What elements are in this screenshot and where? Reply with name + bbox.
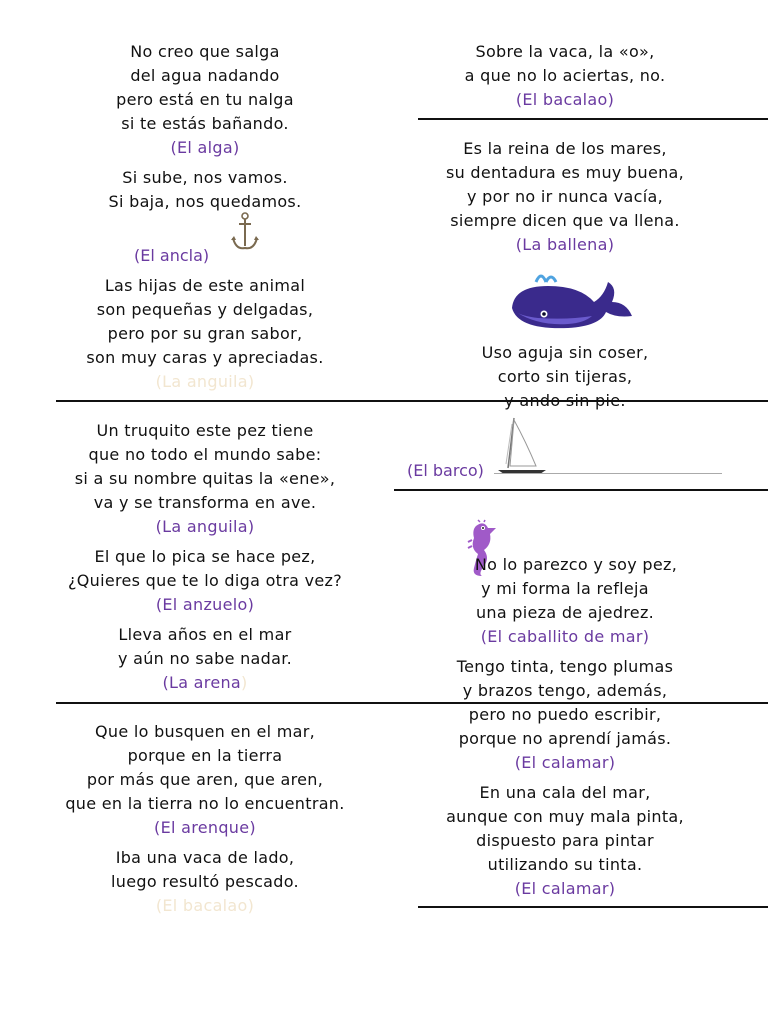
- riddle-answer: (El bacalao): [155, 896, 255, 915]
- riddle-line: pero no puedo escribir,: [468, 705, 662, 724]
- riddle-barco: [400, 341, 730, 413]
- riddle-arena: [40, 623, 370, 695]
- riddle-line: Uso aguja sin coser,: [481, 343, 649, 362]
- riddle-answer: (El ancla): [134, 246, 210, 265]
- riddle-line: pero por su gran sabor,: [107, 324, 303, 343]
- riddle-line: su dentadura es muy buena,: [445, 163, 685, 182]
- riddle-line: aunque con muy mala pinta,: [446, 807, 684, 826]
- riddle-line: va y se transforma en ave.: [93, 493, 317, 512]
- riddle-line: siempre dicen que va llena.: [450, 211, 680, 230]
- section-divider: [394, 489, 768, 491]
- riddle-arenque: [40, 720, 370, 840]
- riddle-line: Las hijas de este animal: [104, 276, 306, 295]
- whale-icon: [508, 268, 634, 334]
- riddle-line: Si baja, nos quedamos.: [108, 192, 302, 211]
- riddle-line: una pieza de ajedrez.: [475, 603, 655, 622]
- riddle-answer: (El bacalao): [515, 90, 615, 109]
- riddle-answer: (La arena: [162, 673, 242, 692]
- water-line: [494, 473, 722, 474]
- riddle-angula: [40, 274, 370, 394]
- riddle-anzuelo: [40, 545, 370, 617]
- riddle-answer-wrap: [40, 671, 370, 695]
- riddle-line: Un truquito este pez tiene: [96, 421, 314, 440]
- riddle-line: utilizando su tinta.: [487, 855, 643, 874]
- riddle-answer: (El barco): [407, 461, 484, 480]
- riddle-line: si a su nombre quitas la «ene»,: [74, 469, 336, 488]
- riddle-line: ¿Quieres que te lo diga otra vez?: [67, 571, 343, 590]
- riddle-anguila: [40, 419, 370, 539]
- riddle-line: Lleva años en el mar: [118, 625, 292, 644]
- riddle-ballena: [400, 137, 730, 257]
- riddle-answer-tail: ): [241, 673, 248, 692]
- riddle-line: porque en la tierra: [127, 746, 283, 765]
- riddle-calamar-2: [400, 781, 730, 901]
- riddle-line: que en la tierra no lo encuentran.: [65, 794, 345, 813]
- riddle-answer: (El caballito de mar): [480, 627, 650, 646]
- riddle-line: porque no aprendí jamás.: [458, 729, 672, 748]
- riddle-alga: [40, 40, 370, 160]
- riddle-bacalao-2: [400, 40, 730, 112]
- riddle-line: que no todo el mundo sabe:: [88, 445, 322, 464]
- riddle-line: luego resultó pescado.: [111, 872, 299, 891]
- anchor-icon: [230, 212, 260, 254]
- riddle-line: Tengo tinta, tengo plumas: [456, 657, 674, 676]
- riddle-line: y ando sin pie.: [504, 391, 626, 410]
- riddle-line: El que lo pica se hace pez,: [94, 547, 316, 566]
- riddle-answer: (La anguila): [155, 372, 255, 391]
- riddle-line: Sobre la vaca, la «o»,: [475, 42, 655, 61]
- riddle-line: Es la reina de los mares,: [463, 139, 667, 158]
- riddle-line: y brazos tengo, además,: [462, 681, 668, 700]
- riddle-line: y mi forma la refleja: [481, 579, 649, 598]
- riddle-line: por más que aren, que aren,: [86, 770, 324, 789]
- riddle-line: si te estás bañando.: [121, 114, 289, 133]
- riddle-line: dispuesto para pintar: [476, 831, 654, 850]
- riddle-line: pero está en tu nalga: [116, 90, 294, 109]
- riddle-answer: (El arenque): [154, 818, 256, 837]
- section-divider: [418, 906, 768, 908]
- riddle-answer: (El calamar): [514, 879, 616, 898]
- riddle-ancla: [40, 166, 370, 214]
- riddle-line: No creo que salga: [130, 42, 280, 61]
- section-divider: [418, 118, 768, 120]
- riddle-line: Iba una vaca de lado,: [115, 848, 295, 867]
- riddle-line: del agua nadando: [130, 66, 280, 85]
- riddle-calamar: [400, 655, 730, 775]
- riddle-answer: (La anguila): [155, 517, 255, 536]
- riddle-answer: (El calamar): [514, 753, 616, 772]
- riddle-line: corto sin tijeras,: [497, 367, 633, 386]
- riddle-answer: (El anzuelo): [155, 595, 255, 614]
- riddle-caballito: [400, 553, 730, 649]
- riddle-line: En una cala del mar,: [479, 783, 651, 802]
- riddle-answer: (La ballena): [515, 235, 615, 254]
- riddle-line: y aún no sabe nadar.: [117, 649, 293, 668]
- riddle-line: a que no lo aciertas, no.: [464, 66, 666, 85]
- riddle-line: y por no ir nunca vacía,: [466, 187, 663, 206]
- riddle-line: No lo parezco y soy pez,: [474, 555, 678, 574]
- riddle-line: Si sube, nos vamos.: [122, 168, 288, 187]
- riddle-answer: (El alga): [170, 138, 240, 157]
- sailboat-icon: [496, 414, 552, 476]
- riddle-line: son muy caras y apreciadas.: [86, 348, 324, 367]
- riddle-line: Que lo busquen en el mar,: [95, 722, 315, 741]
- riddle-bacalao: [40, 846, 370, 918]
- riddle-line: son pequeñas y delgadas,: [96, 300, 314, 319]
